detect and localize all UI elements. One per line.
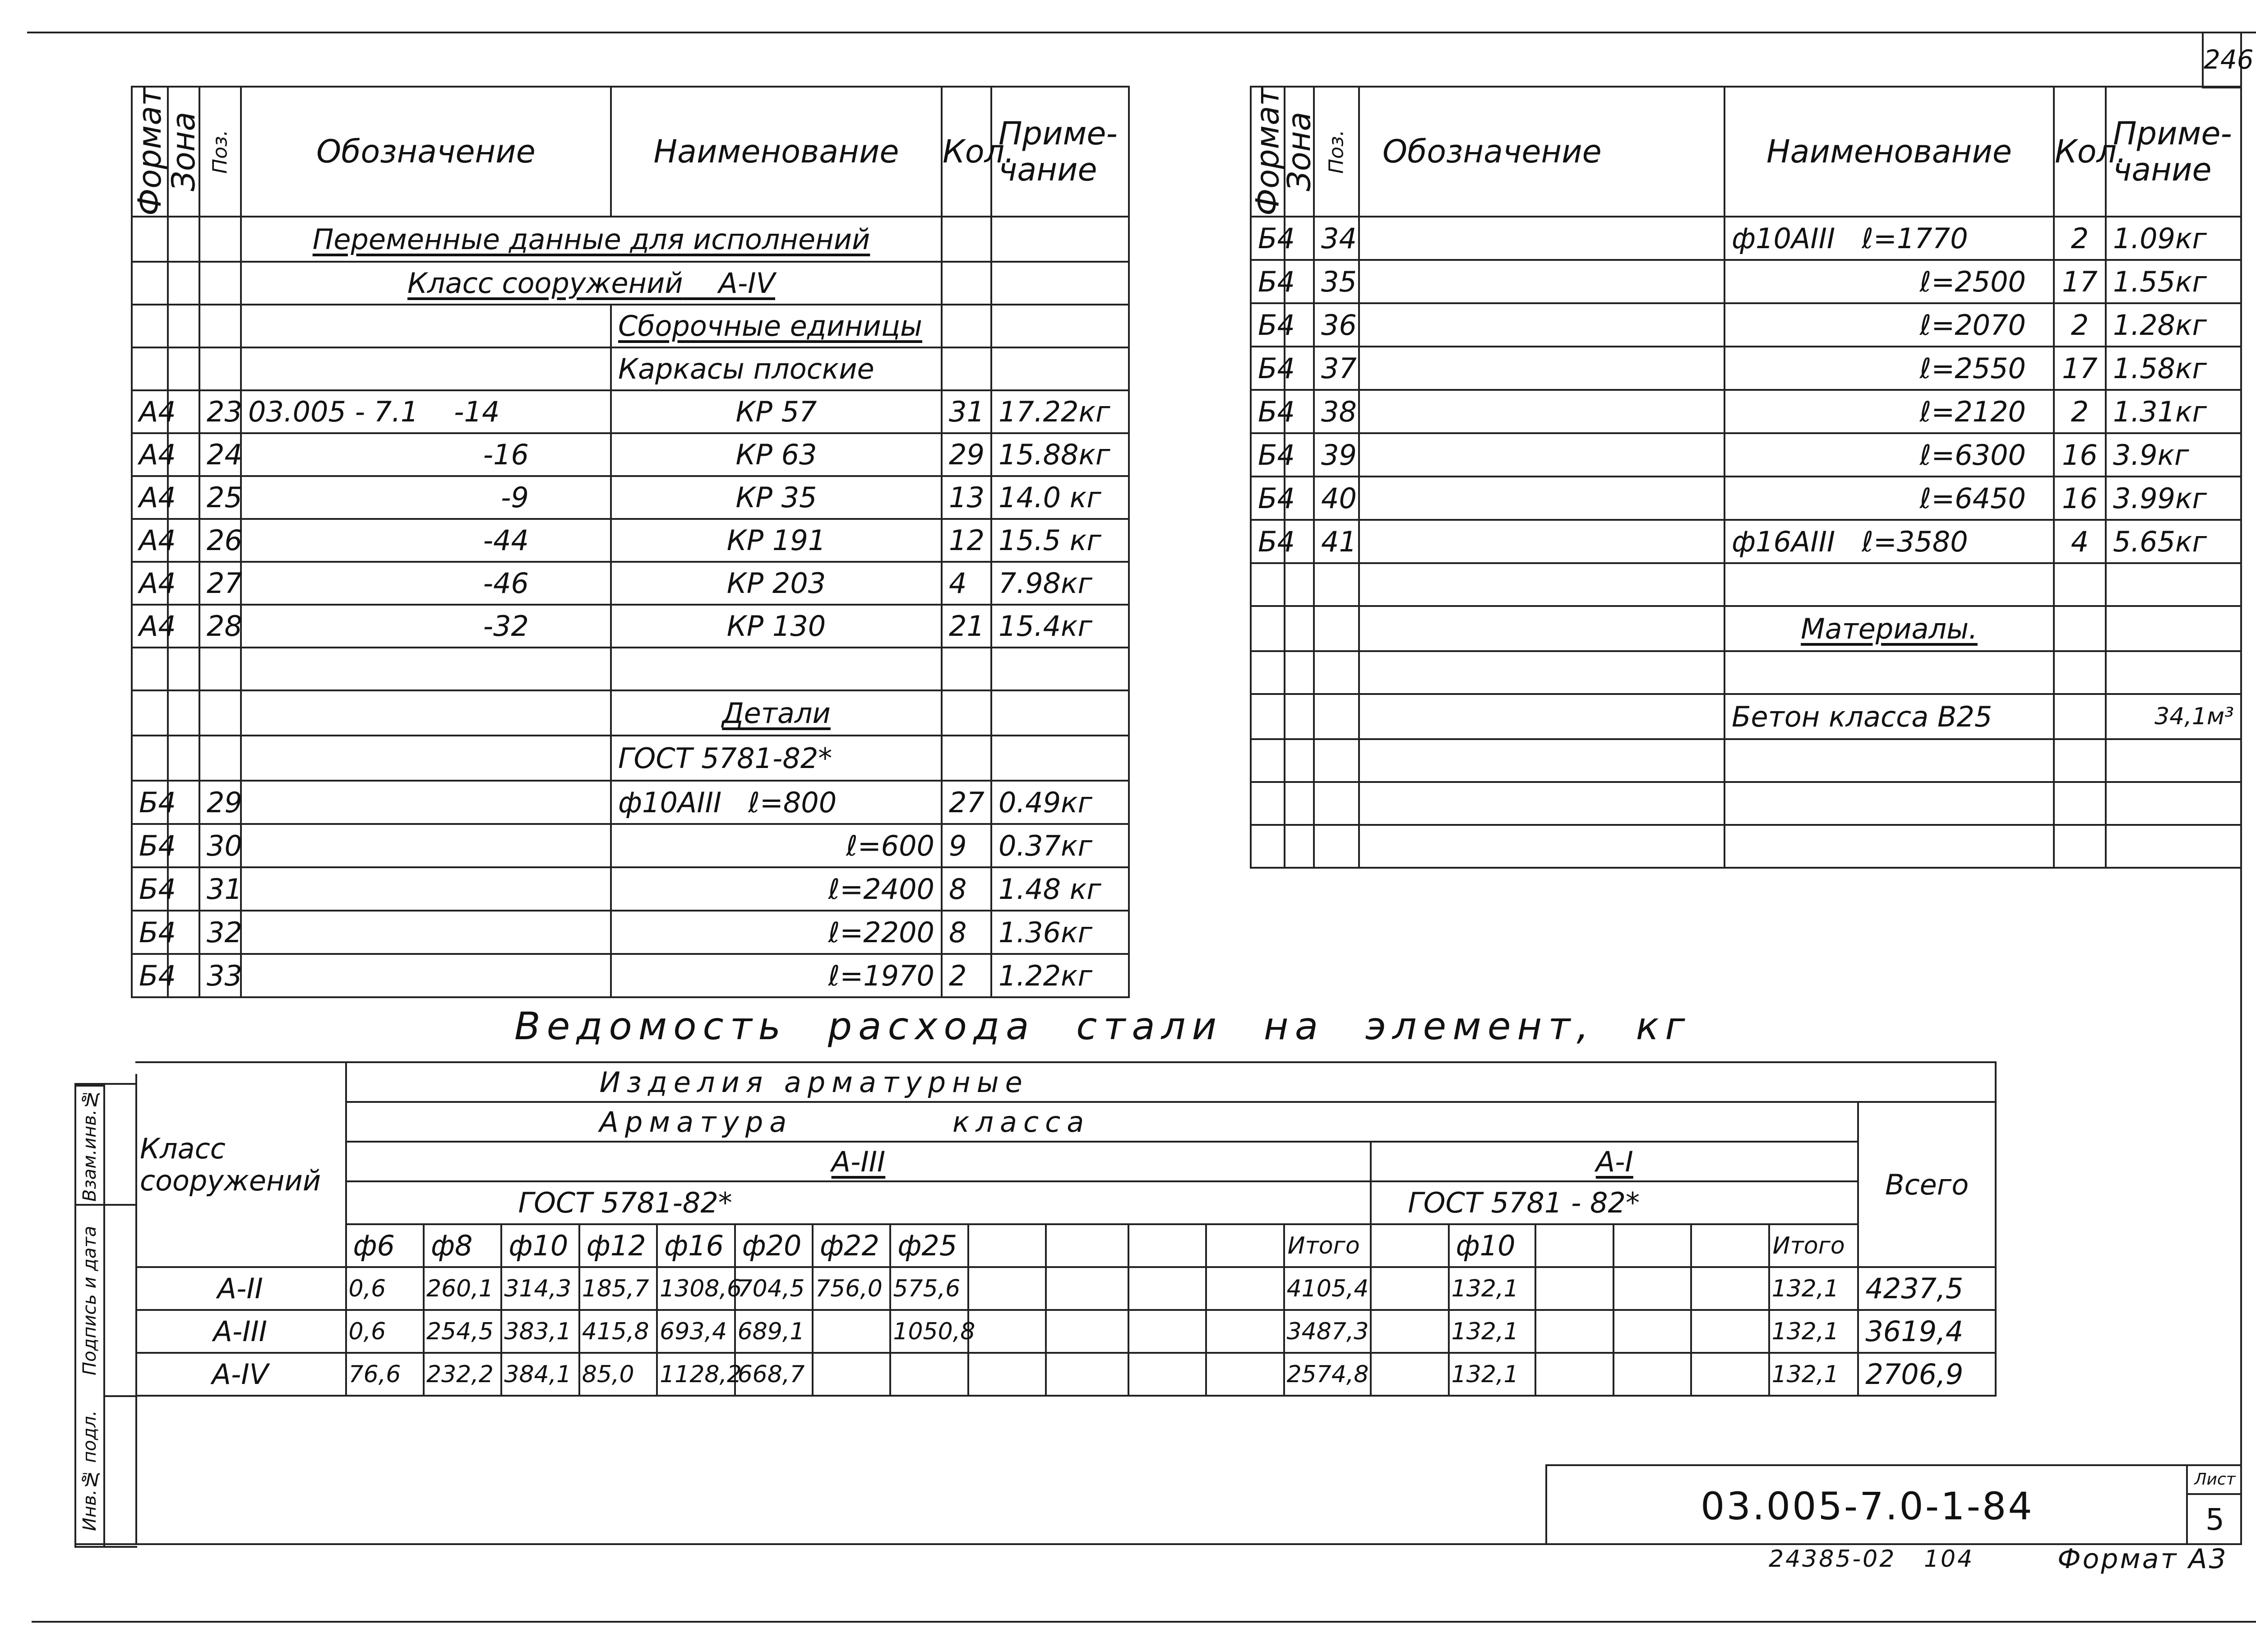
table-row xyxy=(132,562,1129,605)
cell-value xyxy=(1535,1267,1613,1310)
bottom-border-line xyxy=(32,1621,2256,1623)
cell-value xyxy=(968,1310,1046,1353)
top-border-line xyxy=(27,32,2256,33)
cell-value xyxy=(813,1310,890,1353)
rebar-class-header: Арматура класса xyxy=(346,1102,1858,1142)
cell-name: ф10АIII ℓ=1770 xyxy=(1724,217,2054,260)
cell-pos: 41 xyxy=(1314,520,1359,563)
cell-format: Б4 xyxy=(1251,477,1285,520)
cell-name: ℓ=2070 xyxy=(1724,303,2054,347)
a1-header: А-I xyxy=(1371,1142,1858,1181)
cell-qty: 13 xyxy=(942,476,991,519)
cell-name: ℓ=2500 xyxy=(1724,260,2054,303)
cell-note: 1.48 кг xyxy=(991,867,1129,911)
cell-pos: 35 xyxy=(1314,260,1359,303)
cell-designation: -9 xyxy=(241,476,611,519)
cell-format: Б4 xyxy=(1251,433,1285,477)
cell-value: 575,6 xyxy=(890,1267,968,1310)
cell-pos: 39 xyxy=(1314,433,1359,477)
cell-name: КР 57 xyxy=(611,390,942,433)
cell-qty: 2 xyxy=(2054,217,2106,260)
page-number: 246 xyxy=(2204,44,2254,75)
cell-format: Б4 xyxy=(132,911,168,954)
cell-name: ℓ=6450 xyxy=(1724,477,2054,520)
cell-pos: 37 xyxy=(1314,347,1359,390)
cell-total: 2706,9 xyxy=(1858,1353,1996,1396)
cell-qty: 17 xyxy=(2054,347,2106,390)
cell-pos: 29 xyxy=(199,781,241,824)
cell-class: А-III xyxy=(135,1310,346,1353)
cell-value xyxy=(1535,1310,1613,1353)
section-class-title xyxy=(241,262,942,305)
cell-value: 85,0 xyxy=(579,1353,657,1396)
cell-name: КР 203 xyxy=(611,562,942,605)
cell-note: 1.22кг xyxy=(991,954,1129,997)
diam-cell: ф12 xyxy=(579,1224,657,1267)
cell-note: 1.36кг xyxy=(991,911,1129,954)
sheet-label: Лист xyxy=(2188,1466,2242,1495)
cell-pos: 26 xyxy=(199,519,241,562)
diam-cell xyxy=(1206,1224,1284,1267)
table-row xyxy=(132,433,1129,476)
cell-value: 132,1 xyxy=(1449,1310,1536,1353)
section-row xyxy=(132,736,1129,781)
stamp-divider xyxy=(105,1395,137,1397)
cell-value: 1128,2 xyxy=(657,1353,735,1396)
details-gost: ГОСТ 5781-82* xyxy=(611,736,942,781)
cell-value: 668,7 xyxy=(735,1353,813,1396)
cell-designation: -16 xyxy=(241,433,611,476)
cell-qty: 16 xyxy=(2054,477,2106,520)
cell-format: А4 xyxy=(132,562,168,605)
cell-value xyxy=(1613,1353,1691,1396)
diam-cell xyxy=(1371,1224,1448,1267)
section-row xyxy=(132,217,1129,262)
cell-format: Б4 xyxy=(132,954,168,997)
cell-value xyxy=(1128,1310,1206,1353)
cell-value xyxy=(968,1353,1046,1396)
cell-value: 4105,4 xyxy=(1284,1267,1371,1310)
table-row xyxy=(1251,433,2241,477)
cell-format: А4 xyxy=(132,476,168,519)
cell-pos: 27 xyxy=(199,562,241,605)
section-variable-title: Переменные данные для исполнений xyxy=(241,217,942,262)
cell-designation: -44 xyxy=(241,519,611,562)
cell-value xyxy=(1691,1353,1769,1396)
cell-format: А4 xyxy=(132,605,168,648)
cell-note: 1.28кг xyxy=(2106,303,2241,347)
col-zone-header: Зона xyxy=(1285,87,1314,217)
cell-name: ℓ=1970 xyxy=(611,954,942,997)
cell-value xyxy=(890,1353,968,1396)
cell-value: 185,7 xyxy=(579,1267,657,1310)
cell-format: Б4 xyxy=(1251,260,1285,303)
stamp-divider xyxy=(105,1204,137,1206)
section-class-prefix: Класс сооружений xyxy=(407,267,683,300)
cell-name: ф16АIII ℓ=3580 xyxy=(1724,520,2054,563)
empty-row xyxy=(1251,825,2241,868)
cell-qty: 21 xyxy=(942,605,991,648)
col-note-header: Приме- чание xyxy=(991,87,1129,217)
concrete-name: Бетон класса В25 xyxy=(1724,694,2054,739)
class-header: Класс сооружений xyxy=(135,1062,346,1267)
col-pos-header: Поз. xyxy=(1314,87,1359,217)
diam-cell xyxy=(1535,1224,1613,1267)
table-row xyxy=(1251,477,2241,520)
table-row xyxy=(1251,520,2241,563)
cell-value: 0,6 xyxy=(346,1267,424,1310)
cell-pos: 30 xyxy=(199,824,241,867)
cell-format: Б4 xyxy=(1251,520,1285,563)
cell-value xyxy=(1371,1310,1448,1353)
cell-format: А4 xyxy=(132,433,168,476)
stamp-replace-inv: Взам.инв.№ xyxy=(76,1085,103,1204)
diam-cell: ф22 xyxy=(813,1224,890,1267)
empty-row xyxy=(1251,739,2241,782)
table-row xyxy=(135,1353,1996,1396)
empty-row xyxy=(1251,563,2241,606)
cell-format: А4 xyxy=(132,390,168,433)
cell-format: Б4 xyxy=(1251,217,1285,260)
cell-value xyxy=(1371,1353,1448,1396)
col-qty-header: Кол. xyxy=(942,87,991,217)
stamp-column xyxy=(76,1085,105,1546)
table-row xyxy=(1251,390,2241,433)
col-pos-header: Поз. xyxy=(199,87,241,217)
products-header: Изделия арматурные xyxy=(346,1062,1996,1102)
cell-qty: 2 xyxy=(2054,390,2106,433)
cell-qty: 8 xyxy=(942,867,991,911)
diam-cell xyxy=(1128,1224,1206,1267)
cell-pos: 40 xyxy=(1314,477,1359,520)
cell-value: 0,6 xyxy=(346,1310,424,1353)
cell-value: 415,8 xyxy=(579,1310,657,1353)
cell-pos: 24 xyxy=(199,433,241,476)
side-stamp xyxy=(74,1083,137,1548)
cell-name: КР 191 xyxy=(611,519,942,562)
cell-total: 3619,4 xyxy=(1858,1310,1996,1353)
cell-value xyxy=(1691,1310,1769,1353)
cell-value xyxy=(1046,1353,1128,1396)
cell-value: 1308,6 xyxy=(657,1267,735,1310)
cell-value: 132,1 xyxy=(1769,1310,1858,1353)
diam-cell: ф6 xyxy=(346,1224,424,1267)
cell-pos: 33 xyxy=(199,954,241,997)
section-details-title: Детали xyxy=(611,690,942,736)
a3-gost: ГОСТ 5781-82* xyxy=(346,1181,1371,1224)
section-row xyxy=(132,347,1129,390)
cell-value xyxy=(1613,1267,1691,1310)
table-row xyxy=(132,781,1129,824)
cell-value: 704,5 xyxy=(735,1267,813,1310)
table-row xyxy=(1251,694,2241,739)
cell-note: 15.88кг xyxy=(991,433,1129,476)
col-name-header: Наименование xyxy=(611,87,942,217)
cell-note: 1.55кг xyxy=(2106,260,2241,303)
table-row xyxy=(135,1310,1996,1353)
cell-qty: 12 xyxy=(942,519,991,562)
a1-gost: ГОСТ 5781 - 82* xyxy=(1371,1181,1858,1224)
cell-name: КР 63 xyxy=(611,433,942,476)
cell-designation: 03.005 - 7.1 -14 xyxy=(241,390,611,433)
section-assemblies-title: Сборочные единицы xyxy=(611,305,942,347)
cell-qty: 29 xyxy=(942,433,991,476)
cell-pos: 34 xyxy=(1314,217,1359,260)
steel-table xyxy=(135,1061,1997,1397)
total-header: Всего xyxy=(1858,1102,1996,1267)
cell-value xyxy=(1046,1267,1128,1310)
cell-pos: 32 xyxy=(199,911,241,954)
col-qty-header: Кол. xyxy=(2054,87,2106,217)
cell-value: 2574,8 xyxy=(1284,1353,1371,1396)
cell-qty: 2 xyxy=(2054,303,2106,347)
table-row xyxy=(132,954,1129,997)
diam-cell xyxy=(968,1224,1046,1267)
cell-note: 1.09кг xyxy=(2106,217,2241,260)
spec-table-right xyxy=(1250,86,2242,869)
cell-note: 5.65кг xyxy=(2106,520,2241,563)
table-row xyxy=(132,911,1129,954)
diam-cell xyxy=(1046,1224,1128,1267)
cell-value: 254,5 xyxy=(424,1310,501,1353)
cell-value: 232,2 xyxy=(424,1353,501,1396)
cell-name: ℓ=6300 xyxy=(1724,433,2054,477)
cell-value: 3487,3 xyxy=(1284,1310,1371,1353)
cell-note: 15.4кг xyxy=(991,605,1129,648)
cell-value: 260,1 xyxy=(424,1267,501,1310)
cell-format: Б4 xyxy=(1251,303,1285,347)
cell-value xyxy=(1206,1353,1284,1396)
cell-name: КР 35 xyxy=(611,476,942,519)
footer-format: Формат А3 xyxy=(2057,1543,2228,1575)
cell-class: А-II xyxy=(135,1267,346,1310)
col-format-header: Формат xyxy=(1249,88,1286,216)
cell-qty: 17 xyxy=(2054,260,2106,303)
cell-value xyxy=(1535,1353,1613,1396)
table-row xyxy=(1251,260,2241,303)
cell-note: 1.58кг xyxy=(2106,347,2241,390)
col-name-header: Наименование xyxy=(1724,87,2054,217)
cell-value xyxy=(1046,1310,1128,1353)
cell-value: 689,1 xyxy=(735,1310,813,1353)
diam-cell xyxy=(1691,1224,1769,1267)
cell-class: А-IV xyxy=(135,1353,346,1396)
cell-note: 0.37кг xyxy=(991,824,1129,867)
cell-pos: 23 xyxy=(199,390,241,433)
section-row xyxy=(132,305,1129,347)
cell-note: 3.9кг xyxy=(2106,433,2241,477)
cell-value xyxy=(968,1267,1046,1310)
col-designation-header: Обозначение xyxy=(1359,87,1724,217)
empty-row xyxy=(1251,782,2241,825)
a3-header: А-III xyxy=(346,1142,1371,1181)
diam-cell: ф10 xyxy=(1449,1224,1536,1267)
table-row xyxy=(132,476,1129,519)
section-materials-title: Материалы. xyxy=(1724,606,2054,651)
cell-format: Б4 xyxy=(132,824,168,867)
stamp-original-inv: Инв.№ подл. xyxy=(79,1410,100,1531)
section-class-value: А-IV xyxy=(718,267,775,300)
cell-pos: 31 xyxy=(199,867,241,911)
diam-cell: ф8 xyxy=(424,1224,501,1267)
cell-name: ℓ=600 xyxy=(611,824,942,867)
diam-cell: ф25 xyxy=(890,1224,968,1267)
cell-value: 693,4 xyxy=(657,1310,735,1353)
cell-value: 132,1 xyxy=(1449,1267,1536,1310)
cell-qty: 2 xyxy=(942,954,991,997)
footer-code: 24385-02 104 xyxy=(1769,1546,1974,1573)
diam-cell: ф20 xyxy=(735,1224,813,1267)
sheet-box xyxy=(2186,1466,2242,1545)
cell-value xyxy=(1206,1310,1284,1353)
table-row xyxy=(132,867,1129,911)
cell-value: 132,1 xyxy=(1449,1353,1536,1396)
cell-value xyxy=(1613,1310,1691,1353)
col-zone-header: Зона xyxy=(168,87,199,217)
title-block xyxy=(1545,1464,2242,1545)
cell-total: 4237,5 xyxy=(1858,1267,1996,1310)
cell-value xyxy=(813,1353,890,1396)
cell-value: 1050,8 xyxy=(890,1310,968,1353)
cell-pos: 25 xyxy=(199,476,241,519)
cell-value xyxy=(1691,1267,1769,1310)
table-row xyxy=(132,605,1129,648)
cell-note: 1.31кг xyxy=(2106,390,2241,433)
diam-cell xyxy=(1613,1224,1691,1267)
section-row xyxy=(132,262,1129,305)
cell-name: ℓ=2550 xyxy=(1724,347,2054,390)
diameter-row xyxy=(135,1224,1996,1267)
document-code: 03.005-7.0-1-84 xyxy=(1701,1484,2034,1528)
cell-format: Б4 xyxy=(1251,390,1285,433)
cell-format: Б4 xyxy=(132,867,168,911)
cell-value: 314,3 xyxy=(501,1267,579,1310)
table-row xyxy=(135,1267,1996,1310)
table-row xyxy=(132,824,1129,867)
concrete-note: 34,1м³ xyxy=(2106,694,2241,739)
cell-pos: 36 xyxy=(1314,303,1359,347)
cell-value: 756,0 xyxy=(813,1267,890,1310)
cell-note: 0.49кг xyxy=(991,781,1129,824)
table-row xyxy=(1251,303,2241,347)
diam-cell: ф16 xyxy=(657,1224,735,1267)
cell-format: Б4 xyxy=(1251,347,1285,390)
cell-name: ф10АIII ℓ=800 xyxy=(611,781,942,824)
cell-format: Б4 xyxy=(132,781,168,824)
cell-note: 17.22кг xyxy=(991,390,1129,433)
stamp-signature-date: Подпись и дата xyxy=(76,1204,103,1395)
cell-qty: 8 xyxy=(942,911,991,954)
empty-row xyxy=(1251,651,2241,694)
cell-value xyxy=(1206,1267,1284,1310)
cell-qty: 4 xyxy=(2054,520,2106,563)
diam-cell: ф10 xyxy=(501,1224,579,1267)
cell-note: 7.98кг xyxy=(991,562,1129,605)
cell-designation: -32 xyxy=(241,605,611,648)
section-frames-title: Каркасы плоские xyxy=(611,347,942,390)
cell-value: 383,1 xyxy=(501,1310,579,1353)
cell-value xyxy=(1128,1267,1206,1310)
cell-value xyxy=(1371,1267,1448,1310)
spec-table-left xyxy=(131,86,1130,998)
col-format-header: Формат xyxy=(131,88,168,216)
section-row xyxy=(1251,606,2241,651)
cell-value xyxy=(1128,1353,1206,1396)
cell-name: ℓ=2120 xyxy=(1724,390,2054,433)
cell-pos: 28 xyxy=(199,605,241,648)
table-row xyxy=(1251,217,2241,260)
page-number-box xyxy=(2202,32,2254,88)
cell-note: 3.99кг xyxy=(2106,477,2241,520)
cell-qty: 31 xyxy=(942,390,991,433)
cell-designation: -46 xyxy=(241,562,611,605)
cell-name: ℓ=2200 xyxy=(611,911,942,954)
diam-cell: Итого xyxy=(1284,1224,1371,1267)
cell-value: 132,1 xyxy=(1769,1353,1858,1396)
cell-pos: 38 xyxy=(1314,390,1359,433)
col-note-header: Приме- чание xyxy=(2106,87,2241,217)
section-row xyxy=(132,690,1129,736)
steel-statement-title: Ведомость расхода стали на элемент, кг xyxy=(514,1004,1692,1048)
cell-value: 76,6 xyxy=(346,1353,424,1396)
cell-format: А4 xyxy=(132,519,168,562)
cell-name: ℓ=2400 xyxy=(611,867,942,911)
cell-qty: 16 xyxy=(2054,433,2106,477)
cell-qty: 4 xyxy=(942,562,991,605)
empty-row xyxy=(132,648,1129,690)
cell-note: 15.5 кг xyxy=(991,519,1129,562)
diam-cell: Итого xyxy=(1769,1224,1858,1267)
table-row xyxy=(132,519,1129,562)
cell-qty: 27 xyxy=(942,781,991,824)
sheet-number: 5 xyxy=(2205,1502,2224,1537)
cell-value: 132,1 xyxy=(1769,1267,1858,1310)
col-designation-header: Обозначение xyxy=(241,87,611,217)
cell-name: КР 130 xyxy=(611,605,942,648)
table-row xyxy=(132,390,1129,433)
cell-qty: 9 xyxy=(942,824,991,867)
table-row xyxy=(1251,347,2241,390)
cell-value: 384,1 xyxy=(501,1353,579,1396)
cell-note: 14.0 кг xyxy=(991,476,1129,519)
